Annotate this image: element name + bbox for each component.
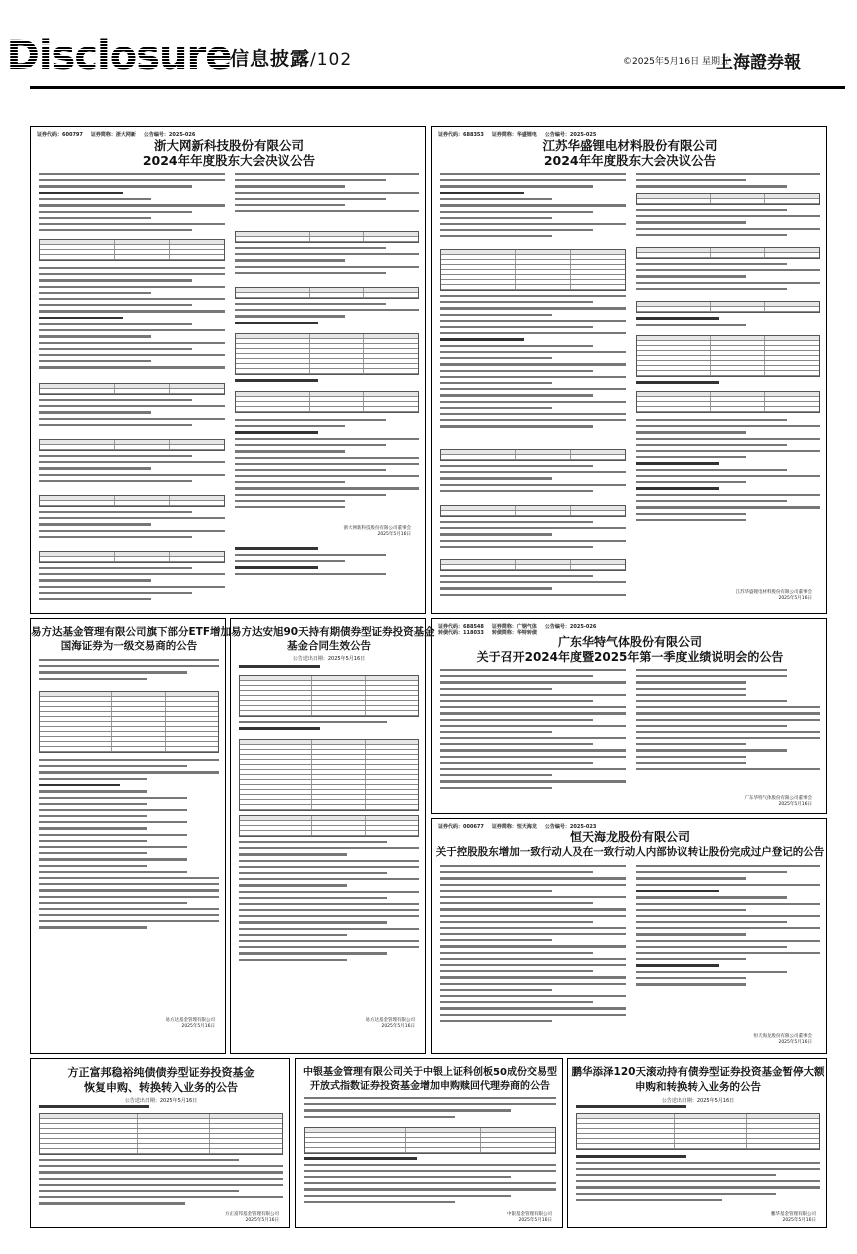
notice-title-line-2: 国海证券为一级交易商的公告 xyxy=(60,640,198,652)
notice-body xyxy=(576,1105,820,1113)
notice-efund-etf xyxy=(30,618,232,1054)
fund-info-table xyxy=(576,1113,820,1150)
notice-company: 江苏华盛锂电材料股份有限公司 xyxy=(542,138,718,153)
notice-signature: 易方达基金管理有限公司 2025年5月16日 xyxy=(365,1018,415,1029)
fundraising-table xyxy=(239,739,419,811)
notice-body-2 xyxy=(576,1155,820,1211)
notice-code-line: 证券代码：600797 证券简称：浙大网新 公告编号：2025-026 xyxy=(37,132,196,138)
vote-table xyxy=(39,239,225,261)
notice-huasheng-lithium xyxy=(431,126,827,614)
notice-body-2 xyxy=(239,721,419,739)
notice-body-left-4 xyxy=(440,521,626,557)
notice-title-line-1: 方正富邦稳裕纯债债券型证券投资基金 xyxy=(67,1066,255,1079)
issue-date: ©2025年5月16日 星期五 xyxy=(623,57,729,67)
notice-founder-fubon xyxy=(30,1058,290,1228)
notice-body-left-6 xyxy=(39,567,225,607)
notice-code-line: 证券代码：688353 证券简称：华盛锂电 公告编号：2025-025 xyxy=(438,132,597,138)
notice-body-right xyxy=(636,669,820,789)
holding-table xyxy=(239,815,419,837)
notice-date-line: 公告送出日期：2025年5月16日 xyxy=(292,656,366,662)
notice-body-right xyxy=(235,173,419,233)
etf-list-table xyxy=(39,691,219,753)
notice-body-left-2 xyxy=(39,267,225,379)
notice-body-right-3 xyxy=(235,303,419,333)
notice-body xyxy=(39,1105,283,1113)
notice-title: 2024年年度股东大会决议公告 xyxy=(142,153,316,168)
notice-bocim xyxy=(295,1058,563,1228)
disclosure-logo: Disclosure xyxy=(6,33,232,79)
vote-table xyxy=(39,439,225,451)
vote-table xyxy=(636,301,820,313)
notice-zhedawangxin xyxy=(30,126,426,614)
notice-body-left xyxy=(440,173,626,247)
notice-efund-anxu xyxy=(230,618,435,1054)
notice-company: 广东华特气体股份有限公司 xyxy=(557,635,702,649)
page-number: /102 xyxy=(310,50,353,70)
notice-body-right-5 xyxy=(636,381,820,391)
notice-body xyxy=(39,659,219,689)
notice-body-2 xyxy=(304,1157,556,1211)
notice-body-right-5 xyxy=(235,419,419,531)
broker-table xyxy=(304,1127,556,1154)
notice-signature: 恒天海龙股份有限公司董事会 2025年5月16日 xyxy=(753,1034,812,1045)
notice-body-3 xyxy=(239,841,419,1031)
vote-table-large xyxy=(636,335,820,377)
section-title xyxy=(230,44,352,71)
notice-signature: 方正富邦基金管理有限公司 2025年5月16日 xyxy=(225,1212,279,1223)
notice-code-line: 证券代码：000677 证券简称：恒天海龙 公告编号：2025-023 xyxy=(438,824,597,830)
notice-body-right-6 xyxy=(636,419,820,575)
notice-body-left xyxy=(440,669,626,809)
notice-title: 关于控股股东增加一致行动人及在一致行动人内部协议转让股份完成过户登记的公告 xyxy=(435,846,825,858)
masthead xyxy=(0,0,857,96)
notice-title-line-1: 易方达基金管理有限公司旗下部分ETF增加 xyxy=(31,626,232,638)
fund-info-table xyxy=(239,675,419,717)
notice-body-right-4 xyxy=(235,379,419,389)
notice-huate-gas xyxy=(431,618,827,814)
notice-body-left xyxy=(440,865,626,1049)
fund-info-table xyxy=(39,1113,283,1155)
notice-body-right-2 xyxy=(636,209,820,245)
notice-body-right-4 xyxy=(636,317,820,337)
notice-body-right xyxy=(636,173,820,193)
notice-title-line-2: 基金合同生效公告 xyxy=(287,640,371,652)
vote-table xyxy=(235,287,419,299)
notice-code-line-2: 转债代码：118033 转债简称：华特转债 xyxy=(438,630,537,636)
notice-title-line-2: 开放式指数证券投资基金增加申购赎回代理券商的公告 xyxy=(310,1081,550,1092)
vote-table xyxy=(636,391,820,413)
paper-name: 上海證券報 xyxy=(716,53,801,73)
notice-company: 浙大网新科技股份有限公司 xyxy=(153,138,304,153)
vote-table xyxy=(39,383,225,395)
attendance-table xyxy=(440,249,626,291)
notice-body-left-2 xyxy=(440,295,626,447)
notice-body-left-4 xyxy=(39,455,225,491)
vote-table xyxy=(235,231,419,243)
vote-table xyxy=(636,247,820,259)
notice-body-right-3 xyxy=(636,263,820,299)
notice-signature: 中银基金管理有限公司 2025年5月16日 xyxy=(507,1212,552,1223)
notice-company: 恒天海龙股份有限公司 xyxy=(569,830,690,844)
notice-body xyxy=(304,1097,556,1127)
notice-signature: 广东华特气体股份有限公司董事会 2025年5月16日 xyxy=(744,796,812,807)
notice-title-line-1: 易方达安旭90天持有期债券型证券投资基金 xyxy=(231,626,435,638)
vote-table xyxy=(235,391,419,413)
notice-body-right-2 xyxy=(235,247,419,283)
notice-body-2 xyxy=(39,759,219,1029)
notice-title-line-2: 申购和转换转入业务的公告 xyxy=(635,1081,761,1093)
notice-body xyxy=(239,665,419,675)
notice-body-left-5 xyxy=(440,575,626,607)
notice-title: 关于召开2024年度暨2025年第一季度业绩说明会的公告 xyxy=(476,650,784,664)
notice-signature: 鹏华基金管理有限公司 2025年5月16日 xyxy=(771,1212,816,1223)
notice-title-line-2: 恢复申购、转换转入业务的公告 xyxy=(84,1081,238,1094)
notice-code-line: 证券代码：688548 证券简称：广钢气体 公告编号：2025-026 xyxy=(438,624,597,630)
vote-table xyxy=(440,449,626,461)
notice-date-line: 公告送出日期：2025年5月16日 xyxy=(661,1098,735,1104)
notice-attachments xyxy=(235,547,419,607)
notice-body-left-5 xyxy=(39,511,225,547)
notice-signature: 江苏华盛锂电材料股份有限公司董事会 2025年5月16日 xyxy=(735,590,812,601)
notice-signature: 浙大网新科技股份有限公司董事会 2025年5月16日 xyxy=(343,526,411,537)
notice-title: 2024年年度股东大会决议公告 xyxy=(543,153,717,168)
notice-penghua xyxy=(567,1058,827,1228)
notice-hengtian-hailong xyxy=(431,818,827,1054)
vote-table-large xyxy=(235,333,419,375)
notice-body-left-3 xyxy=(39,399,225,435)
notice-date-line: 公告送出日期：2025年5月16日 xyxy=(124,1098,198,1104)
notice-title-line-1: 鹏华添泽120天滚动持有债券型证券投资基金暂停大额 xyxy=(571,1066,825,1078)
vote-table xyxy=(39,551,225,563)
notice-body-right xyxy=(636,865,820,1015)
vote-table xyxy=(636,193,820,205)
notice-body-left-3 xyxy=(440,465,626,501)
section-name: 信息披露 xyxy=(230,48,311,70)
vote-table xyxy=(440,559,626,571)
vote-table xyxy=(39,495,225,507)
masthead-rule xyxy=(30,86,845,89)
notice-body-2 xyxy=(39,1159,283,1211)
notice-signature: 易方达基金管理有限公司 2025年5月16日 xyxy=(165,1018,215,1029)
notice-title-line-1: 中银基金管理有限公司关于中银上证科创板50成份交易型 xyxy=(303,1067,557,1078)
vote-table xyxy=(440,505,626,517)
